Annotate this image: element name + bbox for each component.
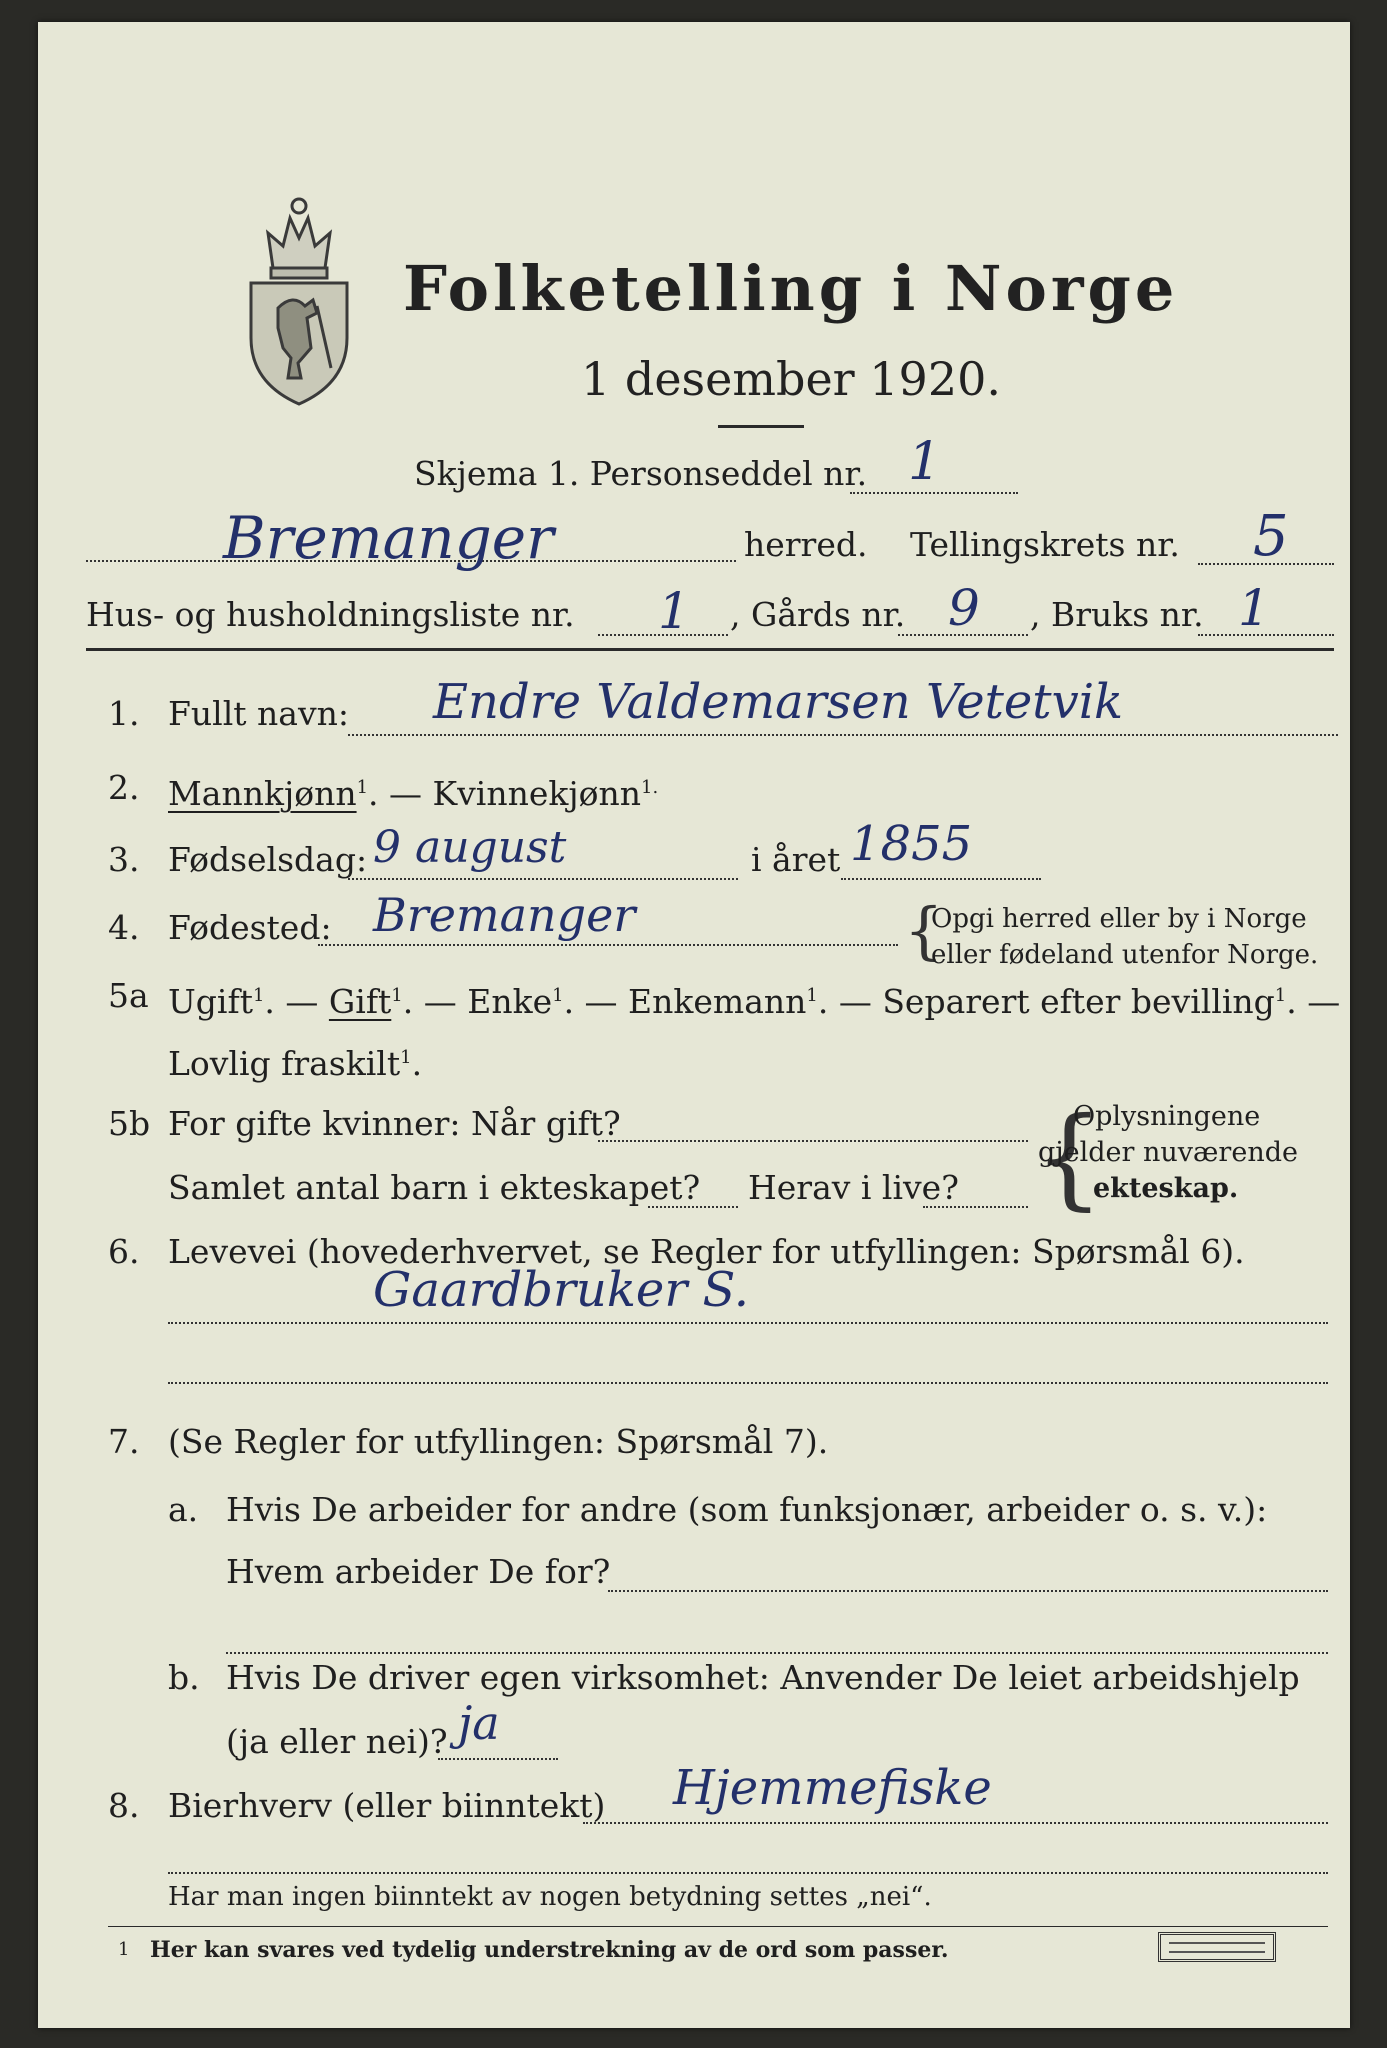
gift-option[interactable]: Gift	[328, 982, 392, 1021]
children-count-label: Samlet antal barn i ekteskapet?	[168, 1168, 701, 1207]
children-alive-label: Herav i live?	[748, 1168, 959, 1207]
footnote-ref: 1	[552, 985, 564, 1006]
birthplace-field-line	[318, 944, 898, 946]
fraskilt-option[interactable]: Lovlig fraskilt	[168, 1044, 401, 1083]
employer-extra-line	[226, 1652, 1328, 1654]
female-option[interactable]: Kvinnekjønn	[432, 774, 642, 813]
footnote-mark: 1	[118, 1939, 130, 1960]
option-separator: . —	[368, 774, 433, 813]
q4-label: Fødested:	[168, 908, 332, 947]
footnote-ref: 1	[806, 985, 818, 1006]
form-title: Folketelling i Norge	[403, 252, 1179, 325]
norwegian-coat-of-arms-icon	[243, 188, 355, 408]
q2-number: 2.	[108, 768, 140, 807]
brace: {	[904, 894, 944, 967]
side-income-field-line	[583, 1822, 1328, 1824]
q3-label: Fødselsdag:	[168, 840, 368, 879]
footnote-rule	[108, 1926, 1328, 1927]
married-when-field-line	[598, 1140, 1028, 1142]
separert-option[interactable]: Separert efter bevilling	[882, 982, 1275, 1021]
q2-options	[168, 768, 658, 814]
personseddel-number[interactable]: 1	[908, 432, 942, 492]
side-income-extra-line	[168, 1872, 1328, 1874]
birth-year-value[interactable]: 1855	[850, 816, 973, 872]
q8-number: 8.	[108, 1786, 140, 1825]
footnote-ref: 1	[356, 777, 369, 798]
brace: {	[1034, 1093, 1104, 1221]
children-count-field-line	[648, 1206, 738, 1208]
census-form	[38, 22, 1350, 2028]
occupation-value[interactable]: Gaardbruker S.	[373, 1262, 749, 1318]
occupation-field-line	[168, 1322, 1328, 1324]
occupation-extra-line	[168, 1382, 1328, 1384]
q7a-letter: a.	[168, 1490, 199, 1529]
birthplace-note-2: eller fødeland utenfor Norge.	[931, 940, 1319, 970]
birthday-field-line	[348, 878, 738, 880]
birthplace-note-1: Opgi herred eller by i Norge	[931, 904, 1307, 934]
marriage-note-3: ekteskap.	[1093, 1173, 1239, 1204]
q4-number: 4.	[108, 908, 140, 947]
footnote-ref: 1	[391, 985, 403, 1006]
q6-label: Levevei (hovederhvervet, se Regler for utfyllingen: Spørsmål 6).	[168, 1232, 1245, 1271]
marriage-note-1: Oplysningene	[1073, 1101, 1261, 1132]
year-label: i året	[751, 840, 841, 879]
footnote-ref: 1	[400, 1047, 412, 1068]
ugift-option[interactable]: Ugift	[168, 982, 253, 1021]
q7-number: 7.	[108, 1422, 140, 1461]
q7b-text: Hvis De driver egen virksomhet: Anvender De leiet arbeidshjelp	[226, 1658, 1300, 1697]
bruks-label: , Bruks nr.	[1030, 595, 1204, 634]
census-date: 1 desember 1920.	[581, 352, 1001, 406]
gards-number[interactable]: 9	[948, 579, 980, 637]
title-divider	[718, 425, 804, 428]
fraskilt-line: Lovlig fraskilt$^1$.	[168, 1044, 423, 1083]
enkemann-option[interactable]: Enkemann	[628, 982, 807, 1021]
footnote-ref: 1	[1274, 985, 1287, 1006]
employer-field-line	[608, 1590, 1328, 1592]
gards-label: , Gårds nr.	[730, 595, 906, 634]
marriage-note-2: gjelder nuværende	[1038, 1137, 1298, 1168]
printer-stamp	[1158, 1932, 1276, 1962]
birthplace-value[interactable]: Bremanger	[373, 888, 636, 942]
marital-status-options: Ugift$^1$. — Gift$^1$. — Enke$^1$. — Enkemann$^1$. — Separert efter bevilling$^1$. —	[168, 982, 1341, 1021]
q3-number: 3.	[108, 840, 140, 879]
q7a-text: Hvis De arbeider for andre (som funksjonær, arbeider o. s. v.):	[226, 1490, 1268, 1529]
footnote-text: Her kan svares ved tydelig understrekning av de ord som passer.	[150, 1937, 949, 1963]
q5a-number: 5a	[108, 976, 149, 1015]
q7a-question: Hvem arbeider De for?	[226, 1552, 611, 1591]
header-rule	[86, 648, 1334, 651]
tellingskrets-label: Tellingskrets nr.	[910, 525, 1180, 564]
hired-help-value[interactable]: ja	[458, 1696, 500, 1750]
full-name-value[interactable]: Endre Valdemarsen Vetetvik	[433, 674, 1124, 730]
q8-label: Bierhverv (eller biinntekt)	[168, 1786, 606, 1825]
husliste-label: Hus- og husholdningsliste nr.	[86, 595, 575, 634]
children-alive-field-line	[923, 1206, 1028, 1208]
q1-label: Fullt navn:	[168, 694, 349, 733]
hired-help-field-line	[438, 1758, 558, 1760]
schema-field-line	[850, 492, 1018, 494]
footnote-ref: 1	[252, 985, 265, 1006]
herred-value[interactable]: Bremanger	[223, 504, 554, 572]
tellingskrets-number[interactable]: 5	[1253, 504, 1289, 569]
herred-label: herred.	[744, 525, 868, 564]
schema-label: Skjema 1. Personseddel nr.	[414, 454, 868, 493]
husliste-number[interactable]: 1	[658, 582, 690, 640]
married-when-label: For gifte kvinner: Når gift?	[168, 1104, 621, 1143]
footnote-ref: 1.	[641, 777, 659, 798]
q7b-letter: b.	[168, 1658, 200, 1697]
q6-number: 6.	[108, 1232, 140, 1271]
birthday-value[interactable]: 9 august	[373, 822, 567, 873]
enke-option[interactable]: Enke	[467, 982, 553, 1021]
q1-number: 1.	[108, 694, 140, 733]
side-income-value[interactable]: Hjemmefiske	[673, 1760, 992, 1816]
year-field-line	[841, 878, 1041, 880]
q7b-question: (ja eller nei)?	[226, 1722, 448, 1761]
q5b-number: 5b	[108, 1104, 151, 1143]
q1-field-line	[348, 734, 1338, 736]
q7-label: (Se Regler for utfyllingen: Spørsmål 7).	[168, 1422, 829, 1461]
no-income-note: Har man ingen biinntekt av nogen betydning settes „nei“.	[168, 1882, 932, 1912]
bruks-number[interactable]: 1	[1238, 579, 1270, 637]
male-option[interactable]: Mannkjønn	[168, 774, 357, 813]
